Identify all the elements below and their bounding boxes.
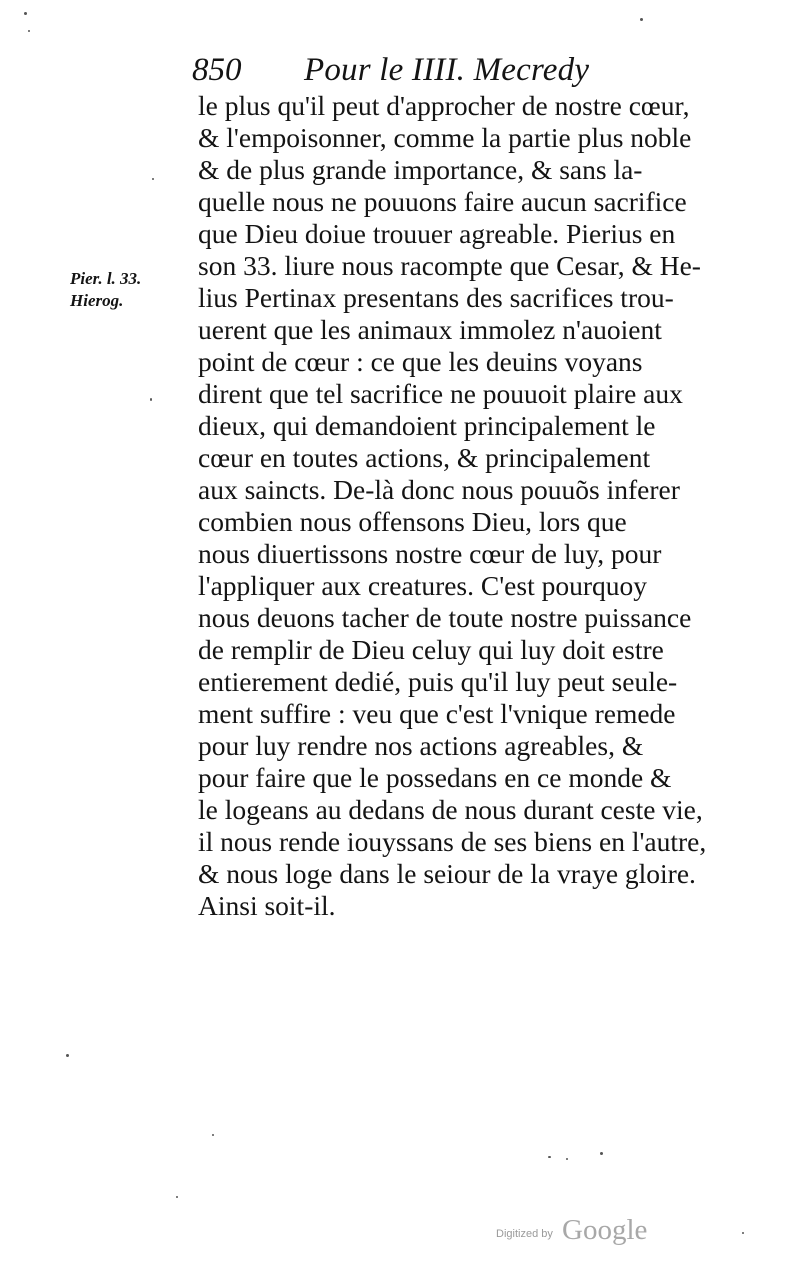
text-line: combien nous offensons Dieu, lors que — [198, 506, 627, 537]
scan-speck — [28, 30, 30, 32]
text-line: il nous rende iouyssans de ses biens en l'autre, — [198, 826, 707, 857]
text-line: & de plus grande importance, & sans la- — [198, 154, 643, 185]
scan-speck — [742, 1232, 744, 1234]
scan-speck — [176, 1196, 178, 1198]
text-line: son 33. liure nous racompte que Cesar, & He- — [198, 250, 701, 281]
scan-speck — [548, 1156, 551, 1158]
google-logo: Google — [562, 1214, 648, 1246]
scan-speck — [24, 12, 27, 15]
text-line: aux saincts. De-là donc nous pouuõs inferer — [198, 474, 680, 505]
text-line: le plus qu'il peut d'approcher de nostre cœur, — [198, 90, 690, 121]
marginal-note-line: Pier. l. 33. — [70, 269, 142, 288]
text-line: ment suffire : veu que c'est l'vnique remede — [198, 698, 676, 729]
scan-speck — [66, 1054, 69, 1057]
scan-speck — [150, 398, 152, 401]
scan-speck — [640, 18, 643, 21]
scan-speck — [212, 1134, 214, 1136]
running-head — [192, 48, 617, 92]
body-text — [198, 90, 707, 922]
text-line: & nous loge dans le seiour de la vraye gloire. — [198, 858, 696, 889]
text-line: l'appliquer aux creatures. C'est pourquoy — [198, 570, 648, 601]
page-number: 850 — [192, 52, 242, 88]
text-line: point de cœur : ce que les deuins voyans — [198, 346, 643, 377]
digitized-by-label: Digitized by — [496, 1228, 553, 1240]
text-line: cœur en toutes actions, & principalement — [198, 442, 651, 473]
text-line: lius Pertinax presentans des sacrifices trou- — [198, 282, 674, 313]
text-line: nous diuertissons nostre cœur de luy, pour — [198, 538, 662, 569]
marginal-note — [70, 268, 170, 312]
text-line: dirent que tel sacrifice ne pouuoit plaire aux — [198, 378, 683, 409]
scan-speck — [152, 178, 154, 180]
text-line: pour luy rendre nos actions agreables, & — [198, 730, 644, 761]
text-line: quelle nous ne pouuons faire aucun sacrifice — [198, 186, 687, 217]
text-line-last: Ainsi soit-il. — [198, 890, 336, 921]
scan-speck — [600, 1152, 603, 1155]
text-line: que Dieu doiue trouuer agreable. Pierius en — [198, 218, 676, 249]
running-head-title: Pour le IIII. Mecredy — [304, 52, 590, 88]
text-line: de remplir de Dieu celuy qui luy doit estre — [198, 634, 664, 665]
text-line: pour faire que le possedans en ce monde & — [198, 762, 672, 793]
text-line: le logeans au dedans de nous durant ceste vie, — [198, 794, 703, 825]
marginal-note-line: Hierog. — [70, 291, 124, 310]
text-line: nous deuons tacher de toute nostre puissance — [198, 602, 692, 633]
text-line: & l'empoisonner, comme la partie plus noble — [198, 122, 692, 153]
scan-speck — [566, 1158, 568, 1160]
text-line: dieux, qui demandoient principalement le — [198, 410, 656, 441]
text-line: uerent que les animaux immolez n'auoient — [198, 314, 662, 345]
text-line: entierement dedié, puis qu'il luy peut seule- — [198, 666, 678, 697]
digitized-by-watermark — [496, 1214, 666, 1254]
